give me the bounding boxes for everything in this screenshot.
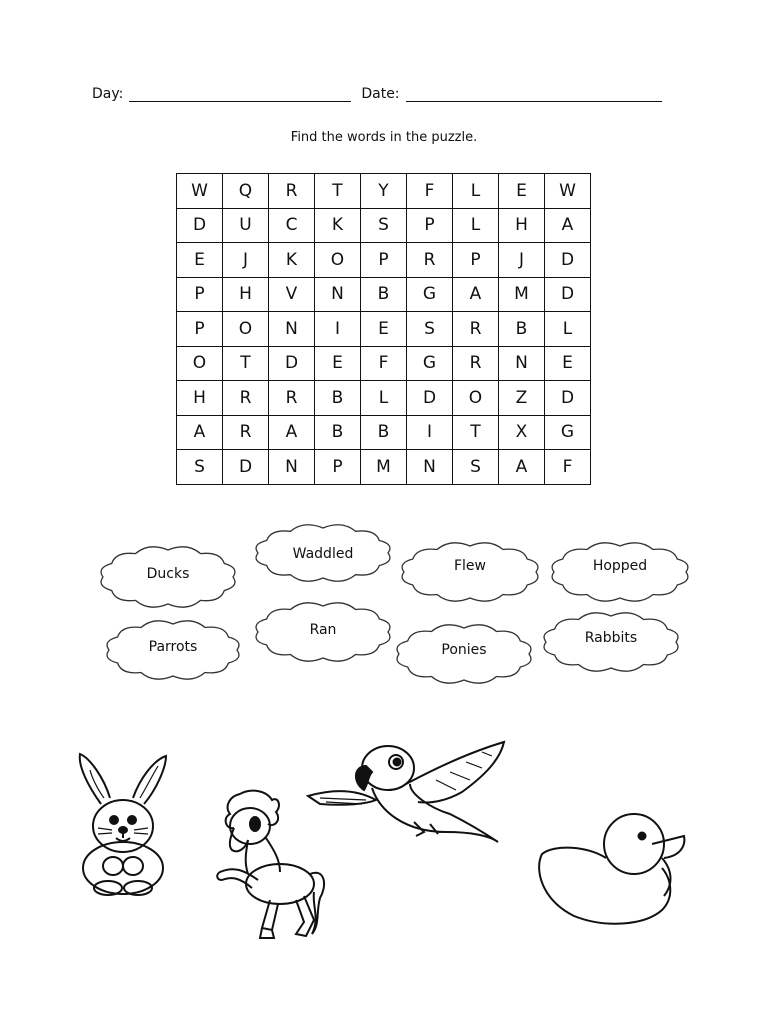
grid-cell: O (315, 243, 361, 278)
grid-cell: N (269, 312, 315, 347)
day-blank-line (129, 87, 351, 102)
grid-cell: Z (499, 381, 545, 416)
grid-cell: W (545, 174, 591, 209)
word-search-grid (176, 173, 591, 485)
duck-drawing (534, 810, 690, 928)
grid-cell: E (315, 347, 361, 382)
grid-cell: J (499, 243, 545, 278)
grid-cell: D (269, 347, 315, 382)
parrot-drawing (306, 738, 510, 850)
grid-cell: G (407, 347, 453, 382)
grid-cell: E (499, 174, 545, 209)
grid-cell: K (269, 243, 315, 278)
grid-cell: D (177, 209, 223, 244)
grid-cell: C (269, 209, 315, 244)
grid-cell: P (453, 243, 499, 278)
grid-cell: H (177, 381, 223, 416)
grid-cell: F (407, 174, 453, 209)
grid-cell: F (545, 450, 591, 485)
word-bank-word: Hopped (592, 558, 648, 574)
word-cloud (97, 544, 239, 610)
grid-cell: F (361, 347, 407, 382)
grid-cell: N (269, 450, 315, 485)
grid-cell: S (407, 312, 453, 347)
word-cloud (398, 540, 542, 604)
word-bank-word: Rabbits (584, 630, 638, 646)
grid-cell: T (223, 347, 269, 382)
date-label: Date: (361, 86, 400, 102)
word-cloud (540, 610, 682, 674)
grid-cell: D (545, 278, 591, 313)
grid-cell: J (223, 243, 269, 278)
grid-cell: G (407, 278, 453, 313)
grid-cell: M (499, 278, 545, 313)
grid-cell: N (499, 347, 545, 382)
grid-cell: P (177, 278, 223, 313)
grid-cell: D (223, 450, 269, 485)
word-cloud (548, 540, 692, 604)
grid-cell: G (545, 416, 591, 451)
grid-cell: A (499, 450, 545, 485)
grid-cell: E (177, 243, 223, 278)
grid-cell: S (453, 450, 499, 485)
grid-cell: R (223, 381, 269, 416)
grid-cell: R (453, 312, 499, 347)
header-row (92, 86, 662, 102)
word-cloud (103, 618, 243, 682)
grid-cell: S (361, 209, 407, 244)
grid-cell: A (453, 278, 499, 313)
word-bank-word: Ponies (441, 642, 487, 658)
grid-cell: R (453, 347, 499, 382)
grid-cell: O (223, 312, 269, 347)
grid-cell: M (361, 450, 407, 485)
grid-cell: A (177, 416, 223, 451)
word-bank-word: Waddled (292, 546, 354, 562)
day-label: Day: (92, 86, 124, 102)
grid-cell: U (223, 209, 269, 244)
grid-cell: W (177, 174, 223, 209)
word-bank-word: Flew (453, 558, 486, 574)
grid-cell: K (315, 209, 361, 244)
word-bank-word: Ran (309, 622, 337, 638)
grid-cell: L (453, 209, 499, 244)
grid-cell: R (269, 174, 315, 209)
rabbit-drawing (68, 748, 178, 896)
grid-cell: P (177, 312, 223, 347)
grid-cell: D (545, 243, 591, 278)
grid-cell: B (361, 278, 407, 313)
grid-cell: A (269, 416, 315, 451)
instructions: Find the words in the puzzle. (290, 130, 478, 145)
grid-cell: R (407, 243, 453, 278)
grid-cell: O (177, 347, 223, 382)
grid-cell: I (315, 312, 361, 347)
word-cloud (393, 622, 535, 686)
grid-cell: T (453, 416, 499, 451)
grid-cell: L (453, 174, 499, 209)
grid-cell: L (545, 312, 591, 347)
grid-cell: B (315, 381, 361, 416)
grid-cell: P (361, 243, 407, 278)
word-bank-word: Parrots (148, 639, 198, 655)
grid-cell: B (315, 416, 361, 451)
grid-cell: S (177, 450, 223, 485)
grid-cell: X (499, 416, 545, 451)
grid-cell: I (407, 416, 453, 451)
grid-cell: B (361, 416, 407, 451)
grid-cell: L (361, 381, 407, 416)
grid-cell: T (315, 174, 361, 209)
word-cloud (252, 522, 394, 584)
grid-cell: D (407, 381, 453, 416)
grid-cell: H (499, 209, 545, 244)
grid-cell: R (269, 381, 315, 416)
grid-cell: V (269, 278, 315, 313)
grid-cell: E (361, 312, 407, 347)
word-cloud (252, 600, 394, 664)
grid-cell: A (545, 209, 591, 244)
grid-cell: Y (361, 174, 407, 209)
grid-cell: N (407, 450, 453, 485)
grid-cell: B (499, 312, 545, 347)
grid-cell: R (223, 416, 269, 451)
grid-cell: D (545, 381, 591, 416)
grid-cell: P (407, 209, 453, 244)
grid-cell: E (545, 347, 591, 382)
word-bank-word: Ducks (146, 566, 190, 582)
grid-cell: H (223, 278, 269, 313)
grid-cell: O (453, 381, 499, 416)
date-blank-line (406, 87, 662, 102)
grid-cell: N (315, 278, 361, 313)
grid-cell: Q (223, 174, 269, 209)
grid-cell: P (315, 450, 361, 485)
